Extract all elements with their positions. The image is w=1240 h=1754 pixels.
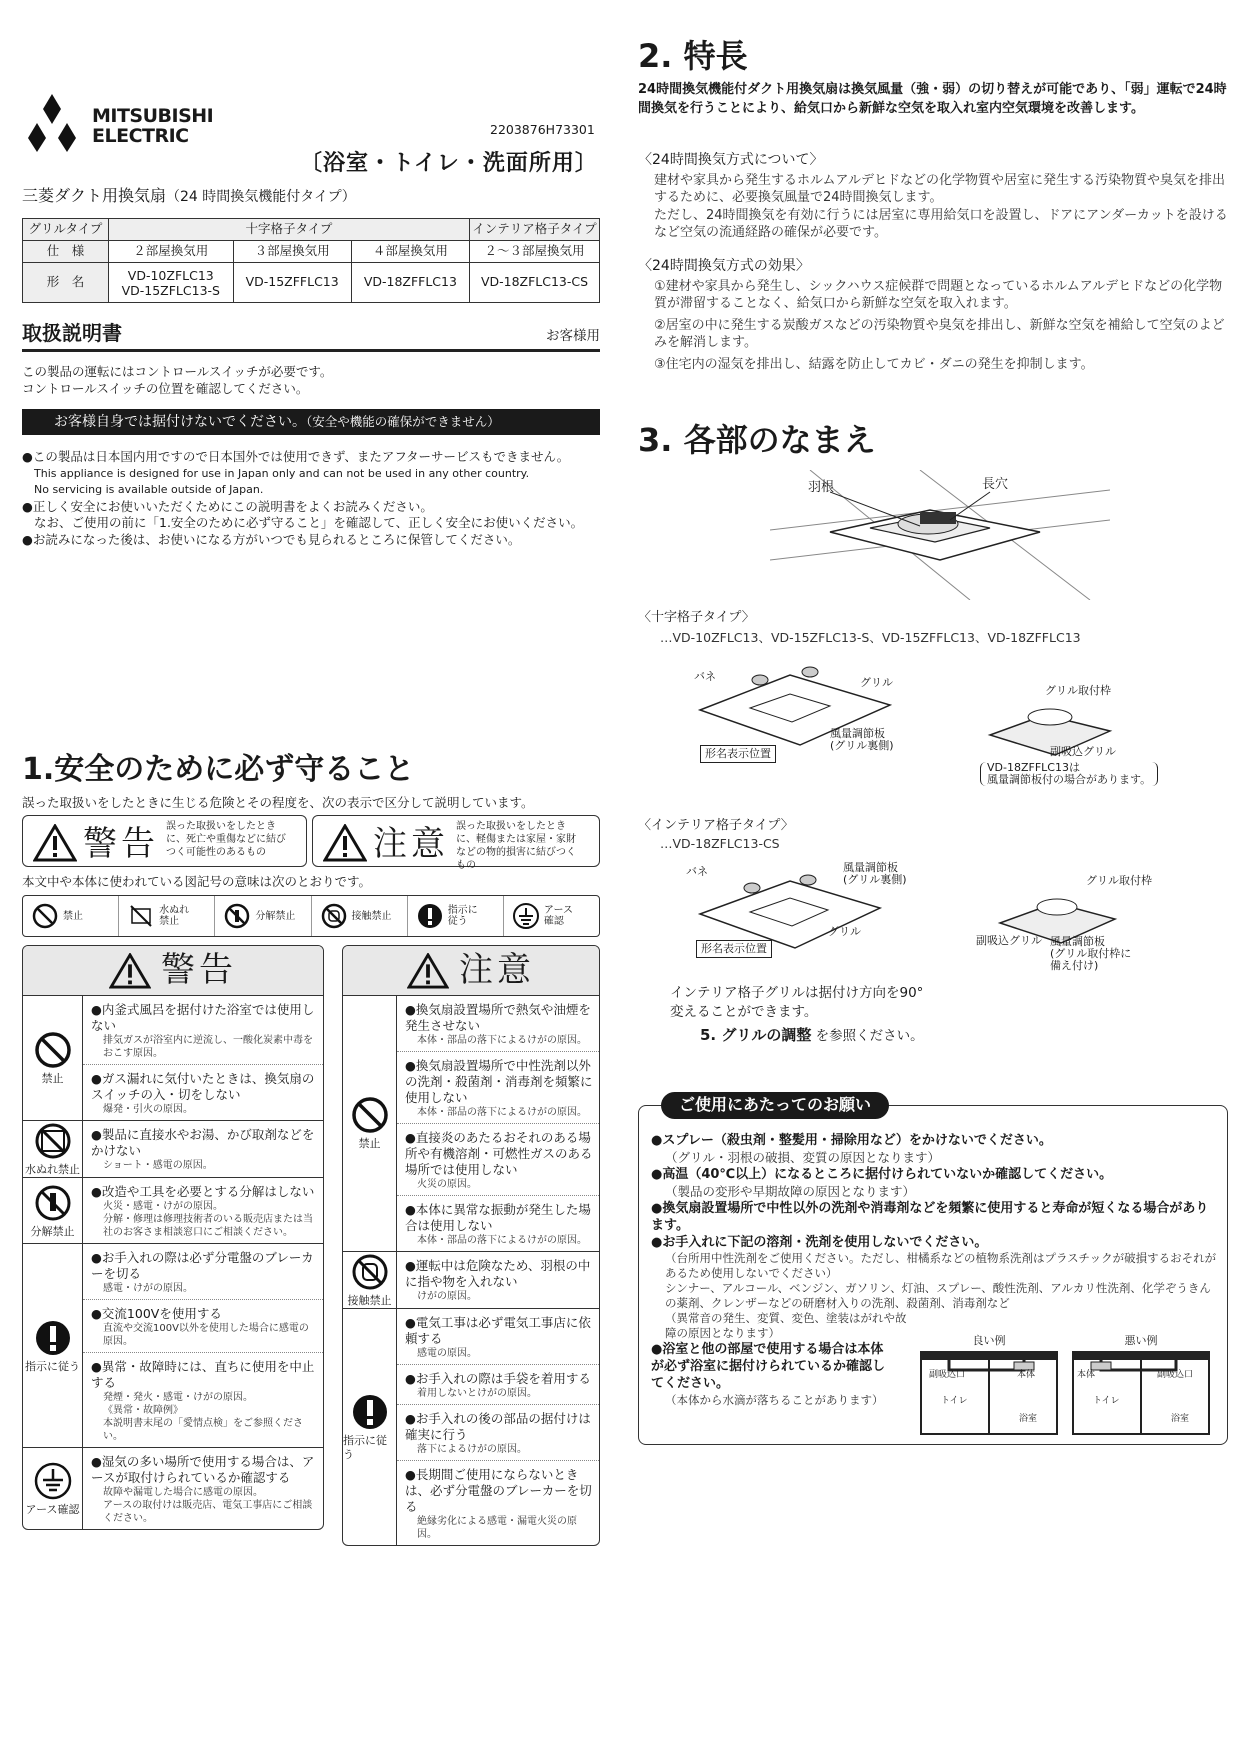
item-sub: 本体・部品の落下によるけがの原因。 [417,1035,587,1046]
group-icon-cell [23,1448,83,1529]
item-main: ●湿気の多い場所で使用する場合は、アースが取付けられているか確認する [91,1454,315,1486]
rotate-note: インテリア格子グリルは据付け方向を90° 変えることができます。 [670,985,924,1020]
item-main: ●異常・故障時には、直ちに使用を中止する [91,1359,315,1391]
item-sub: 故障や漏電した場合に感電の原因。 アースの取付けは販売店、電気工事店にご相談ください。 [103,1487,313,1525]
item-sub: ショート・感電の原因。 [103,1160,213,1171]
customer-label: お客様用 [546,328,600,344]
features-title: 2. 特長 [638,37,748,75]
item-sub: 火災・感電・けがの原因。 分解・修理は修理技術者のいる販売店または当社のお客さま相談窓口にご相談ください。 [103,1201,313,1239]
cross-note: VD-18ZFFLC13は 風量調節板付の場合があります。 [980,762,1158,786]
method-p1: 建材や家具から発生するホルムアルデヒドなどの化学物質や居室に発生する汚染物質や臭気を排出するために、必要換気風量で24時間換気します。 [654,172,1225,205]
request-line: ●高温（40℃以上）になるところに据付けられていないか確認してください。 [651,1167,1113,1182]
group-icon-cell [23,1178,83,1243]
usage-request-box [638,1095,1228,1445]
fan-label: 羽根 [808,480,835,495]
warning-group-prohibited [23,996,323,1121]
warning-desc: 誤った取扱いをしたときに、死亡や重傷などに結びつく可能性のあるもの [166,821,286,858]
item-main: ●お手入れの際は必ず分電盤のブレーカーを切る [91,1250,314,1282]
no-touch-icon [320,902,348,930]
cross-type-title: 〈十字格子タイプ〉 [638,610,755,625]
method-p2: ただし、24時間換気を有効に行うには居室に専用給気口を設置し、ドアにアンダーカットを設けるなど空気の流通経路の確保が必要です。 [654,207,1228,240]
bullet-en: This appliance is designed for use in Japan only and can not be used in any other country. [34,466,530,480]
good-example-diagram [919,1348,1059,1436]
note-line: コントロールスイッチの位置を確認してください。 [22,381,309,396]
no-disassembly-icon [33,1183,73,1223]
brand-line2: ELECTRIC [92,125,189,147]
th-cross: 十字格子タイプ [109,219,470,241]
warning-item [83,1178,323,1243]
item-main: ●製品に直接水やお湯、かび取剤などをかけない [91,1127,315,1158]
symbol-no-water [119,896,215,936]
features-effects [638,258,1228,373]
group-label: 指示に従う [25,1359,80,1373]
group-label: 禁止 [358,1137,381,1151]
warning-item [83,996,323,1065]
warning-triangle-icon [109,953,151,989]
item-main: ●長期間ご使用にならないときは、必ず分電盤のブレーカーを切る [405,1467,592,1515]
warning-header-text: 警告 [161,950,237,991]
features-method [638,152,1228,242]
warning-item [83,1244,323,1300]
caution-column-header [343,946,599,996]
symbol-label: 分解禁止 [255,910,296,922]
item-main: ●直接炎のあたるおそれのある場所や有機溶剤・可燃性ガスのある場所では使用しない [405,1130,593,1177]
group-label: アース確認 [25,1502,80,1516]
symbol-label: 指示に 従う [447,905,478,927]
request-line: ●換気扇設置場所で中性以外の洗剤や消毒剤などを頻繁に使用すると寿命が短くなる場合があります。 [651,1201,1209,1233]
model-cell: VD-18ZFFLC13 [351,263,469,303]
request-line: ●お手入れに下記の溶剤・洗剤を使用しないでください。 [651,1235,988,1250]
nameplate-label: 形名表示位置 [700,745,776,763]
install-banner [22,409,600,435]
spec-cell: ２〜３部屋換気用 [470,241,600,263]
instruction-icon [416,902,444,930]
th-grill: グリルタイプ [23,219,109,241]
caution-word: 注意 [373,824,449,864]
grill-adjust-ref [700,1026,924,1046]
th-interior: インテリア格子タイプ [470,219,600,241]
nameplate-label: 形名表示位置 [696,940,772,958]
item-sub: けがの原因。 [417,1291,477,1302]
item-sub: 本体・部品の落下によるけがの原因。 [417,1107,587,1118]
item-main: ●ガス漏れに気付いたときは、換気扇のスイッチの入・切をしない [91,1071,315,1102]
caution-item [397,1252,599,1307]
earth-icon [512,902,540,930]
method-title: 〈24時間換気方式について〉 [638,152,824,168]
bullet: ●正しく安全にお使いいただくためにこの説明書をよくお読みください。 [22,498,433,514]
caution-item [397,1309,599,1365]
symbol-no-touch [312,896,408,936]
warning-column-header [23,946,323,996]
three-diamonds-icon [22,92,82,154]
group-icon-cell [343,996,397,1251]
spring-label: バネ [686,865,708,878]
instruction-icon [33,1318,73,1358]
th-spec: 仕 様 [23,241,109,263]
item-main: ●換気扇設置場所で中性洗剤以外の洗剤・殺菌剤・消毒剤を頻繁に使用しない [405,1058,593,1105]
good-label: 良い例 [972,1334,1006,1347]
caution-item [397,1365,599,1405]
effects-title: 〈24時間換気方式の効果〉 [638,258,810,274]
spec-cell: ３部屋換気用 [233,241,351,263]
group-icon-cell [343,1252,397,1308]
item-main: ●電気工事は必ず電気工事店に依頼する [405,1315,591,1347]
banner-sub: （安全や機能の確保ができません） [306,414,500,429]
prohibited-icon [33,1030,73,1070]
request-note: （異常音の発生、変質、変色、塗装はがれや故障の原因となります） [665,1311,907,1340]
request-note: シンナー、アルコール、ベンジン、ガソリン、灯油、スプレー、酸性洗剤、アルカリ性洗剤、化学ぞうきんの薬剤、クレンザーなどの研磨材入りの洗剤、殺菌剤、消毒剤など [665,1281,1211,1310]
item-sub: 本体・部品の落下によるけがの原因。 [417,1235,587,1246]
bullet: ●お読みになった後は、お使いになる方がいつでも見られるところに保管してください。 [22,531,521,547]
group-icon-cell [23,996,83,1120]
product-title [22,186,356,207]
leader-lines [830,486,1000,536]
request-title: ご使用にあたってのお願い [661,1092,889,1119]
damper-label: 風量調節板 (グリル裏側) [843,861,907,886]
bad-example [1071,1334,1211,1436]
caution-legend [312,815,600,871]
item-sub: 感電・けがの原因。 [103,1283,193,1295]
ref-bold: 5. グリルの調整 [700,1026,812,1044]
caution-column [342,945,600,1546]
warning-triangle-icon [33,824,77,862]
warning-item [83,1300,323,1353]
grill-label: グリル [860,676,893,689]
model-cell: VD-10ZFLC13 VD-15ZFLC13-S [109,263,234,303]
warning-group-no-disassembly [23,1178,323,1244]
request-note: （グリル・羽根の破損、変質の原因となります） [665,1150,941,1165]
rooms-label: 〔浴室・トイレ・洗面所用〕 [300,151,598,176]
bullet: ●この製品は日本国内用ですので日本国外では使用できず、またアフターサービスもできません。 [22,449,570,464]
item-main: ●交流100Vを使用する [91,1306,222,1322]
safety-title: 1.安全のために必ず守ること [22,752,415,787]
intro-bullets [22,449,612,548]
switch-note [22,363,332,397]
item-main: ●運転中は危険なため、羽根の中に指や物を入れない [405,1258,591,1289]
symbol-label: アース 確認 [543,905,574,927]
caution-item [397,1196,599,1251]
item-sub: 爆発・引火の原因。 [103,1104,193,1115]
body-label: 本体 [1077,1370,1096,1380]
banner-main: お客様自身では据付けないでください。 [54,414,306,430]
caution-triangle-icon [323,824,367,862]
request-note: （製品の変形や早期故障の原因となります） [665,1184,916,1199]
cross-type-models: …VD-10ZFLC13、VD-15ZFLC13-S、VD-15ZFFLC13、VD-18ZFFLC13 [660,630,1081,645]
toilet-label: トイレ [941,1396,968,1406]
request-line: ●スプレー（殺虫剤・整髪用・掃除用など）をかけないでください。 [651,1133,1052,1148]
sub-inlet-label: 副吸込グリル [1050,745,1116,758]
warning-item [83,1121,323,1176]
symbol-earth [504,896,599,936]
no-disassembly-icon [223,902,251,930]
group-label: 接触禁止 [347,1294,392,1307]
bad-label: 悪い例 [1124,1334,1158,1347]
inlet-label: 副吸込口 [929,1370,966,1380]
damper-label: 風量調節板 (グリル裏側) [830,727,894,752]
ref-rest: を参照ください。 [811,1028,924,1044]
interior-type-models: …VD-18ZFLC13-CS [660,836,780,851]
item-main: ●換気扇設置場所で熱気や油煙を発生させない [405,1002,591,1033]
manual-header [22,318,600,352]
warning-item [83,1065,323,1120]
symbol-meaning: 本文中や本体に使われている図記号の意味は次のとおりです。 [22,874,372,889]
warning-group-earth [23,1448,323,1529]
signal-legend [22,815,600,871]
caution-item [397,1461,599,1545]
caution-desc: 誤った取扱いをしたときに、軽傷または家屋・家財などの物的損害に結びつくもの [456,821,576,871]
inlet-label: 副吸込口 [1157,1370,1194,1380]
caution-group-no-touch [343,1252,599,1309]
group-label: 水ぬれ禁止 [25,1163,80,1176]
parts-title: 3. 各部のなまえ [638,421,876,459]
item-main: ●お手入れの際は手袋を着用する [405,1371,591,1387]
effect-item: ①建材や家具から発生し、シックハウス症候群で問題となっているホルムアルデヒドなどの化学物質が滞留することなく、給気口から新鮮な空気を取入れます。 [654,278,1223,311]
request-note: （本体から水滴が落ちることがあります） [665,1393,884,1407]
item-sub: 着用しないとけがの原因。 [417,1388,537,1400]
group-label: 指示に従う [343,1434,387,1462]
item-sub: 直流や交流100V以外を使用した場合に感電の原因。 [103,1323,309,1348]
good-example [919,1334,1059,1436]
prohibited-icon [31,902,59,930]
safety-intro: 誤った取扱いをしたときに生じる危険とその程度を、次の表示で区分して説明しています。 [22,795,534,810]
symbol-list [22,895,600,937]
earth-icon [33,1461,73,1501]
item-sub: 感電の原因。 [417,1348,477,1360]
th-name: 形 名 [23,263,109,303]
prohibited-icon [350,1095,390,1135]
bad-example-diagram [1071,1348,1211,1436]
toilet-label: トイレ [1093,1396,1120,1406]
features-text: 24時間換気機能付ダクト用換気扇は換気風量（強・弱）の切り替えが可能であり、「弱」運転で24時間換気を行うことにより、給気口から新鮮な空気を取入れ室内空気環境を改善します。 [638,82,1227,116]
caution-item [397,996,599,1052]
item-main: ●改造や工具を必要とする分解はしない [91,1184,315,1200]
bath-label: 浴室 [1019,1414,1038,1424]
caution-item [397,1405,599,1461]
symbol-label: 接触禁止 [351,910,392,922]
symbol-label: 禁止 [63,910,83,922]
symbol-label: 水ぬれ 禁止 [159,905,190,927]
symbol-no-disassembly [215,896,311,936]
damper-frame-label: 風量調節板 (グリル取付枠に 備え付け) [1050,935,1132,972]
mitsubishi-logo [22,92,262,162]
spec-cell: ２部屋換気用 [109,241,234,263]
slot-label: 長穴 [982,477,1009,492]
doc-number: 2203876H73301 [490,122,595,137]
warning-legend [22,815,307,867]
item-sub: 排気ガスが浴室内に逆流し、一酸化炭素中毒をおこす原因。 [103,1035,313,1059]
no-water-icon [127,902,155,930]
warning-item [83,1448,323,1529]
caution-triangle-icon [407,953,449,989]
item-sub: 絶縁劣化による感電・漏電火災の原因。 [417,1516,577,1541]
sub-inlet-label: 副吸込グリル [976,934,1042,947]
item-main: ●お手入れの後の部品の据付けは確実に行う [405,1411,591,1443]
symbol-follow [408,896,504,936]
warning-column [22,945,324,1530]
group-label: 禁止 [41,1071,64,1085]
request-line: ●浴室と他の部屋で使用する場合は本体が必ず浴室に据付けられているか確認してください。 [651,1342,886,1391]
body-label: 本体 [1017,1370,1036,1380]
bullet-cont: なお、ご使用の前に「1.安全のために必ず守ること」を確認して、正しく安全にお使いください。 [34,515,584,530]
effect-item: ③住宅内の湿気を排出し、結露を防止してカビ・ダニの発生を抑制します。 [654,356,1094,372]
caution-item [397,1052,599,1124]
warning-group-instruction [23,1244,323,1448]
product-name: 三菱ダクト用換気扇 [22,186,167,205]
warning-word: 警告 [83,824,159,864]
effect-item: ②居室の中に発生する炭酸ガスなどの汚染物質や臭気を排出し、新鮮な空気を補給して空気のよどみを解消します。 [654,317,1225,350]
spring-label: バネ [694,670,716,683]
group-icon-cell [23,1244,83,1447]
manual-title: 取扱説明書 [22,321,122,345]
bullet-en: No servicing is available outside of Japan. [34,483,264,496]
caution-group-prohibited [343,996,599,1252]
warning-item [83,1353,323,1447]
brand-line1: MITSUBISHI [92,105,214,127]
caution-header-text: 注意 [459,950,535,991]
interior-type-title: 〈インテリア格子タイプ〉 [638,818,794,833]
item-main: ●内釜式風呂を据付けた浴室では使用しない [91,1002,315,1033]
item-sub: 火災の原因。 [417,1179,477,1190]
model-cell: VD-18ZFLC13-CS [470,263,600,303]
warning-group-no-water [23,1121,323,1178]
instruction-icon [350,1392,390,1432]
symbol-prohibited [23,896,119,936]
note-line: この製品の運転にはコントロールスイッチが必要です。 [22,364,333,379]
bath-label: 浴室 [1171,1414,1190,1424]
grill-frame-label: グリル取付枠 [1045,684,1111,697]
no-touch-icon [350,1252,390,1292]
caution-group-instruction [343,1309,599,1545]
spec-cell: ４部屋換気用 [351,241,469,263]
no-water-icon [33,1121,73,1161]
spec-table [22,218,600,303]
grill-label: グリル [828,925,861,938]
group-label: 分解禁止 [30,1224,75,1238]
model-cell: VD-15ZFFLC13 [233,263,351,303]
group-icon-cell [23,1121,83,1177]
item-sub: 発煙・発火・感電・けがの原因。 《異常・故障例》 本説明書末尾の「愛情点検」をご参照ください。 [103,1392,303,1443]
grill-frame-label: グリル取付枠 [1086,874,1152,887]
request-note: （台所用中性洗剤をご使用ください。ただし、柑橘系などの植物系洗剤はプラスチックが破損するおそれがあるため使用しないでください） [665,1251,1217,1280]
product-subtitle: （24 時間換気機能付タイプ） [166,189,356,205]
group-icon-cell [343,1309,397,1545]
item-sub: 落下によるけがの原因。 [417,1444,527,1456]
caution-item [397,1124,599,1196]
item-main: ●本体に異常な振動が発生した場合は使用しない [405,1202,591,1233]
